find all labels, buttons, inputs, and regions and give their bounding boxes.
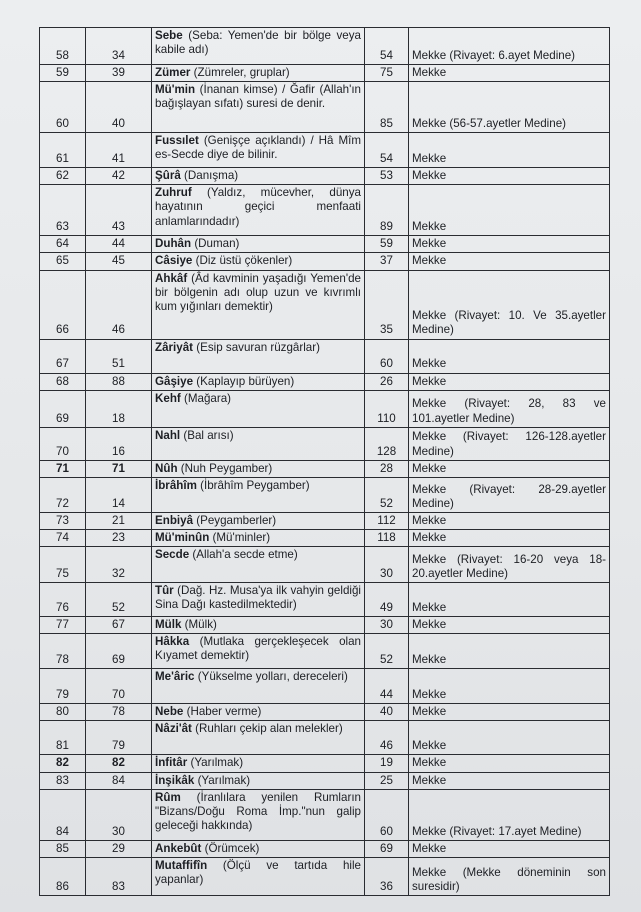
surah-number-cell: 70 [40, 427, 86, 460]
surah-number-cell: 71 [40, 460, 86, 477]
table-row [40, 857, 610, 895]
verse-count-cell: 53 [365, 168, 409, 185]
surah-number-cell: 79 [40, 669, 86, 704]
surah-name-cell [152, 529, 365, 546]
revelation-order-cell: 39 [86, 65, 152, 82]
surah-number-cell: 83 [40, 772, 86, 789]
surah-name-cell [152, 133, 365, 168]
revelation-order-cell: 71 [86, 460, 152, 477]
surah-meaning: (Mutlaka gerçekleşecek olan Kıyamet demektir) [155, 635, 361, 663]
revelation-place-cell: Mekke (Rivayet: 28-29.ayetler Medine) [409, 477, 610, 512]
table-row [40, 390, 610, 427]
revelation-place-cell: Mekke [409, 617, 610, 634]
revelation-order-cell: 82 [86, 755, 152, 772]
verse-count-cell: 59 [365, 236, 409, 253]
surah-name-cell [152, 669, 365, 704]
table-row [40, 634, 610, 669]
revelation-order-cell: 18 [86, 390, 152, 427]
surah-name: Mülk [155, 618, 182, 632]
table-row [40, 373, 610, 390]
surah-name: Ankebût [155, 841, 202, 855]
surah-name-cell [152, 390, 365, 427]
verse-count-cell: 28 [365, 460, 409, 477]
revelation-order-cell: 21 [86, 512, 152, 529]
surah-name: Zâriyât [155, 340, 194, 354]
surah-number-cell: 69 [40, 390, 86, 427]
verse-count-cell: 85 [365, 82, 409, 133]
surah-name-cell [152, 772, 365, 789]
verse-count-cell: 52 [365, 634, 409, 669]
surah-name: İnfitâr [155, 756, 188, 770]
surah-name: Rûm [155, 790, 181, 804]
revelation-place-cell: Mekke [409, 512, 610, 529]
surah-number-cell: 60 [40, 82, 86, 133]
revelation-order-cell: 30 [86, 789, 152, 840]
surah-name: İbrâhîm [155, 478, 197, 492]
surah-number-cell: 66 [40, 270, 86, 339]
revelation-place-cell: Mekke [409, 253, 610, 270]
surah-name: Zümer [155, 66, 191, 79]
surah-name: Zuhruf [155, 186, 192, 200]
surah-name-cell [152, 840, 365, 857]
surah-number-cell: 72 [40, 477, 86, 512]
surah-meaning: (Allah'a secde etme) [192, 548, 298, 562]
revelation-place-cell: Mekke [409, 373, 610, 390]
surah-name-cell [152, 583, 365, 617]
table-row [40, 721, 610, 755]
surah-meaning: (Yükselme yolları, dereceleri) [197, 670, 348, 684]
surah-number-cell: 58 [40, 28, 86, 65]
surah-name-cell [152, 270, 365, 339]
revelation-place-cell: Mekke [409, 133, 610, 168]
surah-name: Mü'minûn [155, 530, 210, 544]
table-row [40, 82, 610, 133]
revelation-place-cell: Mekke [409, 721, 610, 755]
surah-name-cell [152, 427, 365, 460]
surah-number-cell: 85 [40, 840, 86, 857]
surah-meaning: (İbrâhîm Peygamber) [200, 478, 310, 492]
surah-name-cell [152, 634, 365, 669]
revelation-order-cell: 41 [86, 133, 152, 168]
surah-meaning: (Mülk) [184, 618, 217, 632]
revelation-place-cell: Mekke [409, 755, 610, 772]
surah-name: Nûh [155, 461, 178, 475]
surah-number-cell: 86 [40, 857, 86, 895]
surah-meaning: (Bal arısı) [183, 428, 234, 442]
table-row [40, 28, 610, 65]
revelation-order-cell: 45 [86, 253, 152, 270]
revelation-order-cell: 46 [86, 270, 152, 339]
surah-meaning: (Kaplayıp bürüyen) [196, 374, 295, 388]
revelation-order-cell: 40 [86, 82, 152, 133]
revelation-place-cell: Mekke [409, 339, 610, 373]
verse-count-cell: 89 [365, 185, 409, 236]
table-row [40, 65, 610, 82]
surah-meaning: (Zümreler, gruplar) [193, 66, 290, 79]
revelation-place-cell: Mekke [409, 185, 610, 236]
table-row [40, 427, 610, 460]
revelation-place-cell: Mekke [409, 669, 610, 704]
surah-meaning: (Mağara) [184, 391, 232, 405]
verse-count-cell: 19 [365, 755, 409, 772]
surah-name: Câsiye [155, 254, 193, 268]
verse-count-cell: 69 [365, 840, 409, 857]
surah-name-cell [152, 755, 365, 772]
verse-count-cell: 37 [365, 253, 409, 270]
surah-number-cell: 77 [40, 617, 86, 634]
surah-name: Hâkka [155, 635, 190, 649]
revelation-place-cell: Mekke [409, 840, 610, 857]
surah-name-cell [152, 704, 365, 721]
table-row [40, 236, 610, 253]
surah-number-cell: 68 [40, 373, 86, 390]
surah-name: Nâzi'ât [155, 722, 192, 736]
surah-name: İnşikâk [155, 773, 195, 787]
surah-meaning: (Genişçe açıklandı) / Hâ Mîm es-Secde diye de bilinir. [155, 134, 361, 162]
surah-meaning: (Duman) [194, 237, 240, 251]
surah-meaning: (Âd kavminin yaşadığı Yemen'de bir bölgenin adı olup uzun ve kıvrımlı kum yığınları demektir) [155, 271, 361, 313]
revelation-place-cell: Mekke (Rivayet: 10. Ve 35.ayetler Medine) [409, 270, 610, 339]
surah-meaning: (Yarılmak) [197, 773, 251, 787]
revelation-order-cell: 88 [86, 373, 152, 390]
revelation-order-cell: 32 [86, 547, 152, 583]
surah-name: Gâşiye [155, 374, 194, 388]
table-row [40, 529, 610, 546]
surah-name-cell [152, 65, 365, 82]
verse-count-cell: 60 [365, 789, 409, 840]
verse-count-cell: 30 [365, 617, 409, 634]
table-row [40, 168, 610, 185]
table-row [40, 583, 610, 617]
verse-count-cell: 46 [365, 721, 409, 755]
table-row [40, 704, 610, 721]
surah-number-cell: 67 [40, 339, 86, 373]
surah-name-cell [152, 547, 365, 583]
verse-count-cell: 30 [365, 547, 409, 583]
revelation-place-cell: Mekke [409, 168, 610, 185]
verse-count-cell: 36 [365, 857, 409, 895]
revelation-place-cell: Mekke [409, 634, 610, 669]
surah-number-cell: 59 [40, 65, 86, 82]
surah-number-cell: 64 [40, 236, 86, 253]
surah-name: Me'âric [155, 670, 195, 684]
verse-count-cell: 128 [365, 427, 409, 460]
surah-number-cell: 81 [40, 721, 86, 755]
verse-count-cell: 54 [365, 28, 409, 65]
table-row [40, 547, 610, 583]
verse-count-cell: 60 [365, 339, 409, 373]
surah-meaning: (Yarılmak) [190, 756, 244, 770]
revelation-place-cell: Mekke [409, 704, 610, 721]
surah-meaning: (Danışma) [184, 169, 239, 183]
surah-meaning: (Haber verme) [186, 705, 262, 719]
revelation-place-cell: Mekke [409, 236, 610, 253]
surah-name-cell [152, 789, 365, 840]
revelation-order-cell: 42 [86, 168, 152, 185]
revelation-place-cell: Mekke (56-57.ayetler Medine) [409, 82, 610, 133]
table-row [40, 133, 610, 168]
surah-meaning: (Mü'minler) [212, 530, 271, 544]
surah-meaning: (Esip savuran rüzgârlar) [196, 340, 320, 354]
table-row [40, 840, 610, 857]
table-row [40, 789, 610, 840]
revelation-order-cell: 44 [86, 236, 152, 253]
revelation-order-cell: 51 [86, 339, 152, 373]
surah-number-cell: 65 [40, 253, 86, 270]
verse-count-cell: 54 [365, 133, 409, 168]
revelation-order-cell: 67 [86, 617, 152, 634]
surah-name: Enbiyâ [155, 513, 194, 527]
surah-number-cell: 74 [40, 529, 86, 546]
surah-name: Tûr [155, 584, 174, 598]
surah-number-cell: 75 [40, 547, 86, 583]
surah-name-cell [152, 460, 365, 477]
revelation-place-cell: Mekke [409, 65, 610, 82]
surah-meaning: (Nuh Peygamber) [180, 461, 273, 475]
table-row [40, 669, 610, 704]
table-row [40, 339, 610, 373]
surah-table-body [40, 28, 610, 896]
revelation-place-cell: Mekke (Rivayet: 6.ayet Medine) [409, 28, 610, 65]
surah-meaning: (Diz üstü çökenler) [195, 254, 293, 268]
verse-count-cell: 35 [365, 270, 409, 339]
surah-meaning: (Ölçü ve tartıda hile yapanlar) [155, 858, 361, 886]
surah-meaning: (Ruhları çekip alan melekler) [195, 722, 343, 736]
revelation-order-cell: 79 [86, 721, 152, 755]
surah-number-cell: 62 [40, 168, 86, 185]
revelation-order-cell: 69 [86, 634, 152, 669]
verse-count-cell: 25 [365, 772, 409, 789]
revelation-place-cell: Mekke (Rivayet: 17.ayet Medine) [409, 789, 610, 840]
surah-name: Nebe [155, 705, 184, 719]
revelation-order-cell: 34 [86, 28, 152, 65]
table-row [40, 185, 610, 236]
surah-name: Nahl [155, 428, 181, 442]
verse-count-cell: 118 [365, 529, 409, 546]
surah-name: Duhân [155, 237, 192, 251]
surah-name-cell [152, 721, 365, 755]
revelation-place-cell: Mekke [409, 460, 610, 477]
surah-number-cell: 63 [40, 185, 86, 236]
surah-table [39, 27, 610, 896]
surah-name: Fussılet [155, 134, 199, 148]
surah-name-cell [152, 28, 365, 65]
surah-meaning: (İnanan kimse) / Ğafir (Allah'ın bağışlayan sıfatı) suresi de denir. [155, 83, 361, 111]
surah-name: Kehf [155, 391, 181, 405]
revelation-order-cell: 52 [86, 583, 152, 617]
surah-name-cell [152, 168, 365, 185]
surah-name: Secde [155, 548, 190, 562]
surah-meaning: (Dağ. Hz. Musa'ya ilk vahyin geldiği Sina Dağı kastedilmektedir) [155, 584, 361, 612]
revelation-order-cell: 70 [86, 669, 152, 704]
surah-number-cell: 76 [40, 583, 86, 617]
table-row [40, 772, 610, 789]
surah-name: Şûrâ [155, 169, 181, 183]
surah-number-cell: 82 [40, 755, 86, 772]
revelation-place-cell: Mekke [409, 583, 610, 617]
table-row [40, 512, 610, 529]
surah-name-cell [152, 185, 365, 236]
revelation-place-cell: Mekke (Rivayet: 126-128.ayetler Medine) [409, 427, 610, 460]
surah-meaning: (Yaldız, mücevher, dünya hayatının geçici menfaati anlamlarındadır) [155, 186, 361, 228]
revelation-place-cell: Mekke (Rivayet: 28, 83 ve 101.ayetler Medine) [409, 390, 610, 427]
revelation-place-cell: Mekke [409, 529, 610, 546]
table-row [40, 270, 610, 339]
surah-name-cell [152, 512, 365, 529]
verse-count-cell: 44 [365, 669, 409, 704]
verse-count-cell: 75 [365, 65, 409, 82]
surah-name: Mü'min [155, 83, 196, 97]
surah-number-cell: 80 [40, 704, 86, 721]
revelation-place-cell: Mekke [409, 772, 610, 789]
surah-name-cell [152, 373, 365, 390]
table-row [40, 477, 610, 512]
verse-count-cell: 52 [365, 477, 409, 512]
revelation-order-cell: 16 [86, 427, 152, 460]
surah-number-cell: 61 [40, 133, 86, 168]
revelation-order-cell: 29 [86, 840, 152, 857]
table-row [40, 460, 610, 477]
surah-meaning: (Peygamberler) [196, 513, 277, 527]
surah-meaning: (İranlılara yenilen Rumların "Bizans/Doğu Roma İmp."nun galip geleceği hakkında) [155, 790, 361, 832]
revelation-order-cell: 78 [86, 704, 152, 721]
table-row [40, 755, 610, 772]
surah-name-cell [152, 236, 365, 253]
surah-name-cell [152, 339, 365, 373]
surah-number-cell: 73 [40, 512, 86, 529]
surah-meaning: (Örümcek) [204, 841, 260, 855]
revelation-order-cell: 84 [86, 772, 152, 789]
revelation-order-cell: 23 [86, 529, 152, 546]
revelation-order-cell: 83 [86, 857, 152, 895]
verse-count-cell: 110 [365, 390, 409, 427]
table-row [40, 617, 610, 634]
surah-meaning: (Seba: Yemen'de bir bölge veya kabile adı) [155, 29, 361, 57]
verse-count-cell: 26 [365, 373, 409, 390]
surah-name: Sebe [155, 29, 183, 42]
revelation-place-cell: Mekke (Rivayet: 16-20 veya 18-20.ayetler Medine) [409, 547, 610, 583]
surah-number-cell: 78 [40, 634, 86, 669]
verse-count-cell: 49 [365, 583, 409, 617]
surah-name: Ahkâf [155, 271, 188, 285]
surah-name: Mutaffifîn [155, 858, 208, 872]
surah-name-cell [152, 253, 365, 270]
surah-name-cell [152, 82, 365, 133]
surah-name-cell [152, 857, 365, 895]
table-row [40, 253, 610, 270]
verse-count-cell: 40 [365, 704, 409, 721]
revelation-order-cell: 43 [86, 185, 152, 236]
surah-number-cell: 84 [40, 789, 86, 840]
revelation-order-cell: 14 [86, 477, 152, 512]
revelation-place-cell: Mekke (Mekke döneminin son suresidir) [409, 857, 610, 895]
surah-name-cell [152, 477, 365, 512]
verse-count-cell: 112 [365, 512, 409, 529]
surah-name-cell [152, 617, 365, 634]
